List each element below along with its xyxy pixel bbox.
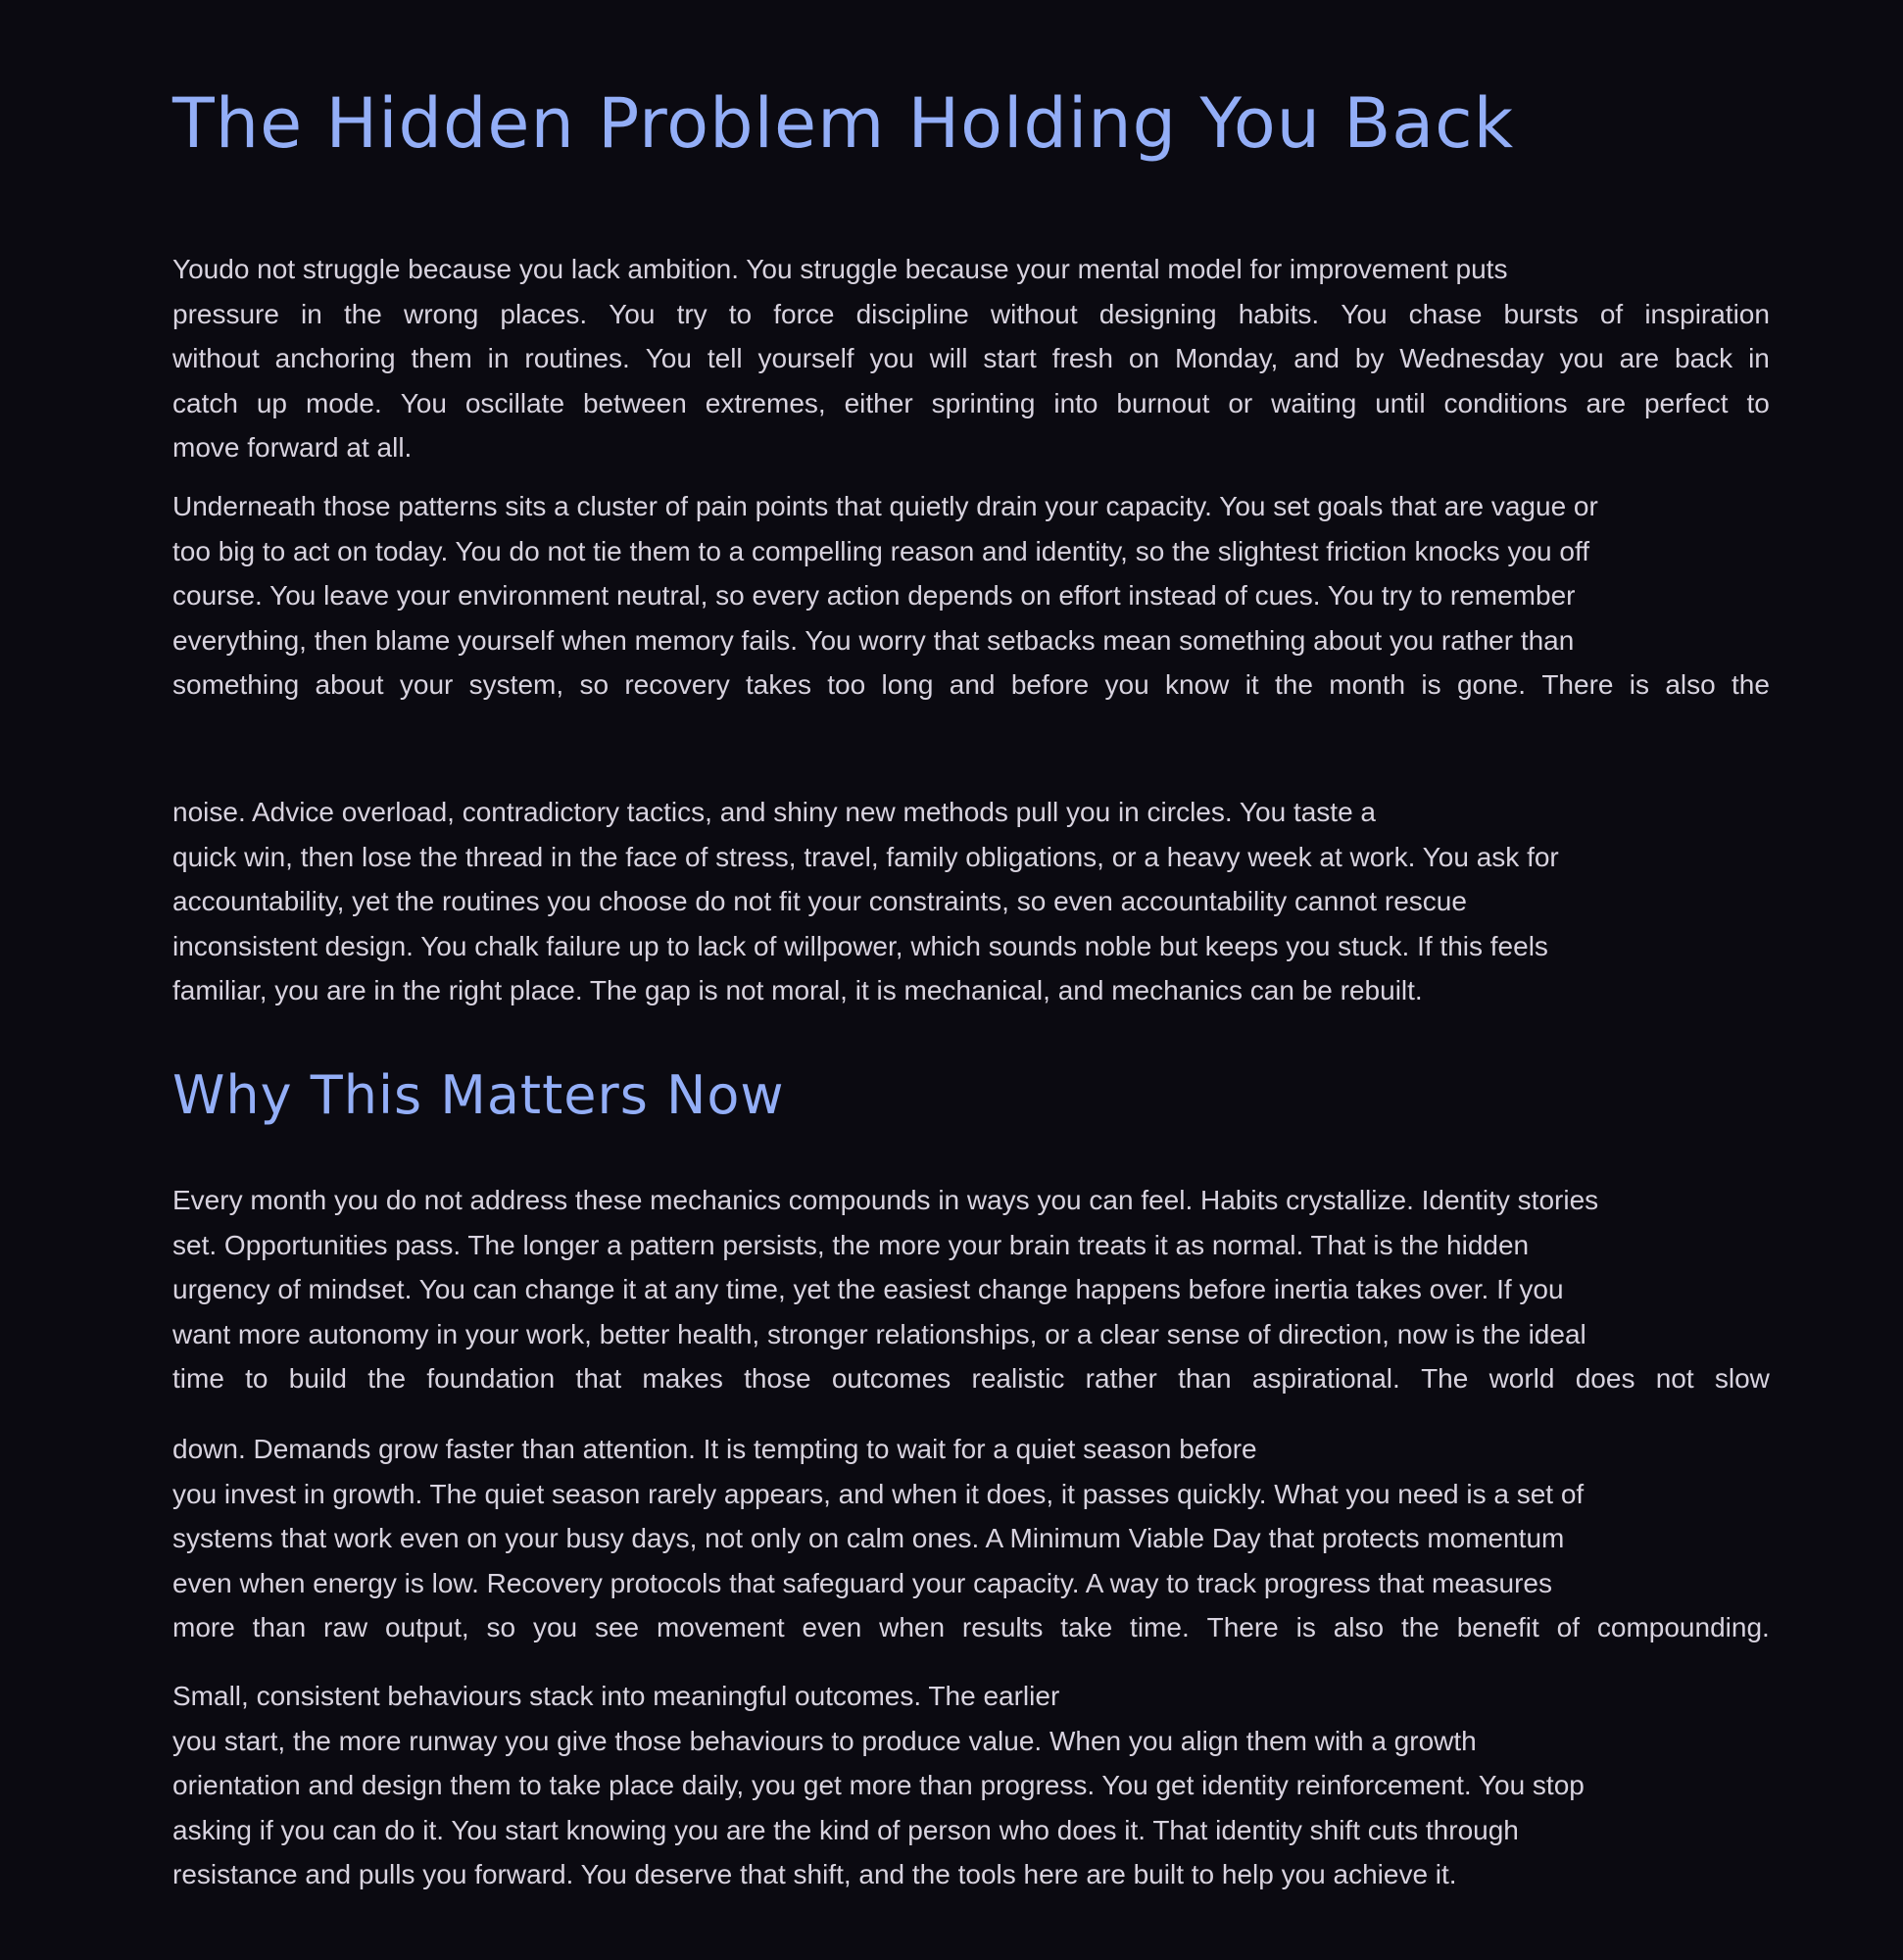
paragraph	[172, 790, 1770, 1013]
text-line: course. You leave your environment neutral, so every action depends on effort instead of cues. You try to remember	[172, 580, 1576, 612]
text-line: familiar, you are in the right place. The gap is not moral, it is mechanical, and mechanics can be rebuilt.	[172, 975, 1423, 1006]
text-line: you start, the more runway you give those behaviours to produce value. When you align them with a growth	[172, 1725, 1477, 1756]
text-line: Youdo not struggle because you lack ambition. You struggle because your mental model for improvement puts	[172, 254, 1508, 284]
text-line: down. Demands grow faster than attention. It is tempting to wait for a quiet season before	[172, 1434, 1257, 1464]
text-line: inconsistent design. You chalk failure up to lack of willpower, which sounds noble but keeps you stuck. If this feels	[172, 930, 1548, 961]
text-line: Underneath those patterns sits a cluster of pain points that quietly drain your capacity. You set goals that are vague or	[172, 491, 1598, 521]
text-line: catch up mode. You oscillate between extremes, either sprinting into burnout or waiting until conditions are perfect to	[172, 387, 1770, 418]
text-line: asking if you can do it. You start knowing you are the kind of person who does it. That identity shift cuts through	[172, 1814, 1519, 1845]
text-line: without anchoring them in routines. You tell yourself you will start fresh on Monday, and by Wednesday you are back in	[172, 343, 1770, 374]
text-line: urgency of mindset. You can change it at any time, yet the easiest change happens before inertia takes over. If you	[172, 1274, 1564, 1305]
text-line: want more autonomy in your work, better health, stronger relationships, or a clear sense of direction, now is the ideal	[172, 1318, 1586, 1349]
paragraph	[172, 484, 1770, 708]
text-line: too big to act on today. You do not tie them to a compelling reason and identity, so the slightest friction knocks you off	[172, 535, 1590, 566]
article	[172, 76, 1770, 1890]
text-line: even when energy is low. Recovery protocols that safeguard your capacity. A way to track progress that measures	[172, 1567, 1552, 1598]
text-line: noise. Advice overload, contradictory tactics, and shiny new methods pull you in circles. You taste a	[172, 797, 1377, 827]
text-line: something about your system, so recovery takes too long and before you know it the month is gone. There is also the	[172, 669, 1770, 701]
text-line: more than raw output, so you see movement even when results take time. There is also the benefit of compounding.	[172, 1612, 1770, 1643]
text-line: you invest in growth. The quiet season rarely appears, and when it does, it passes quickly. What you need is a set of	[172, 1478, 1585, 1509]
text-line: resistance and pulls you forward. You deserve that shift, and the tools here are built to help you achieve it.	[172, 1859, 1457, 1890]
paragraph	[172, 247, 1770, 470]
text-line: Every month you do not address these mechanics compounds in ways you can feel. Habits crystallize. Identity stories	[172, 1185, 1599, 1215]
paragraph	[172, 1427, 1770, 1650]
text-line: pressure in the wrong places. You try to force discipline without designing habits. You chase bursts of inspiration	[172, 298, 1770, 329]
text-line: quick win, then lose the thread in the face of stress, travel, family obligations, or a heavy week at work. You ask for	[172, 841, 1559, 872]
text-line: orientation and design them to take place daily, you get more than progress. You get identity reinforcement. You stop	[172, 1770, 1585, 1801]
text-line: Small, consistent behaviours stack into meaningful outcomes. The earlier	[172, 1681, 1060, 1711]
paragraph	[172, 1178, 1770, 1401]
paragraph	[172, 1674, 1770, 1897]
section-heading: Why This Matters Now	[172, 1064, 785, 1126]
text-line: systems that work even on your busy days, not only on calm ones. A Minimum Viable Day that protects momentum	[172, 1523, 1565, 1554]
page-title: The Hidden Problem Holding You Back	[172, 83, 1515, 164]
text-line: move forward at all.	[172, 432, 413, 464]
text-line: accountability, yet the routines you choose do not fit your constraints, so even accountability cannot rescue	[172, 886, 1467, 917]
text-line: time to build the foundation that makes those outcomes realistic rather than aspirational. The world does not slow	[172, 1363, 1770, 1395]
text-line: everything, then blame yourself when memory fails. You worry that setbacks mean something about you rather than	[172, 624, 1575, 656]
text-line: set. Opportunities pass. The longer a pattern persists, the more your brain treats it as normal. That is the hidden	[172, 1229, 1530, 1260]
